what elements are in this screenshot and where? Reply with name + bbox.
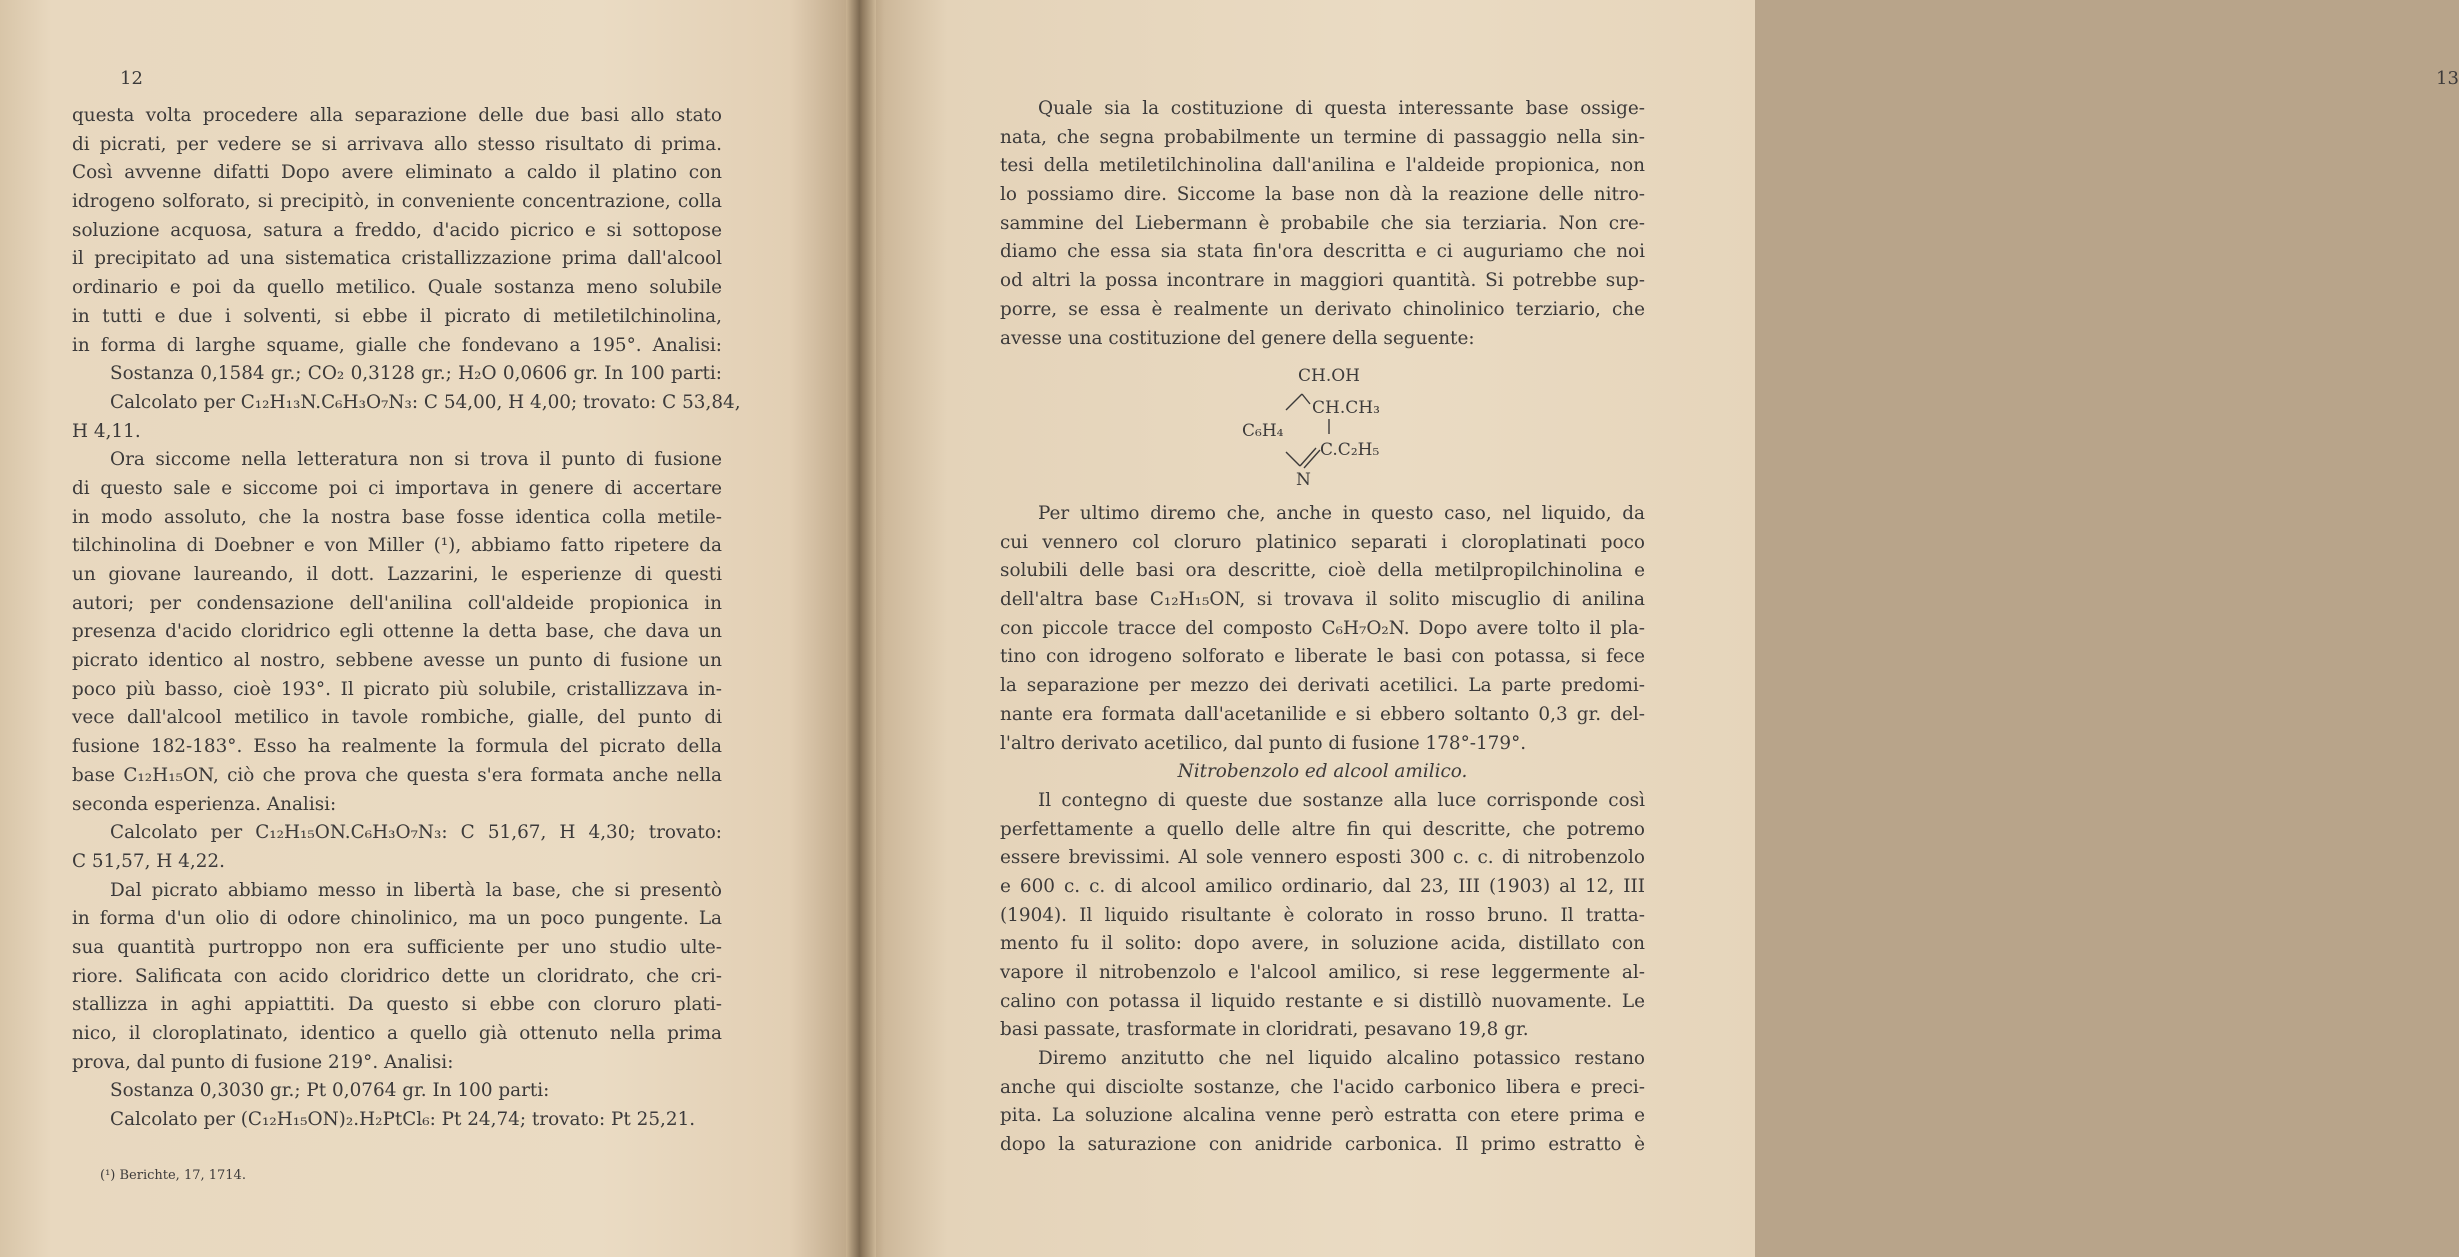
text-line: calino con potassa il liquido restante e si distillò nuovamente. Le	[1000, 990, 1645, 1012]
text-line: Sostanza 0,1584 gr.; CO₂ 0,3128 gr.; H₂O 0,0606 gr. In 100 parti:	[110, 363, 722, 385]
text-line: un giovane laureando, il dott. Lazzarini, le esperienze di questi	[72, 564, 722, 585]
text-line: Diremo anzitutto che nel liquido alcalino potassico restano	[1038, 1048, 1645, 1070]
text-line: avesse una costituzione del genere della seguente:	[1000, 327, 1475, 349]
text-line: stallizza in aghi appiattiti. Da questo si ebbe con cloruro plati-	[72, 994, 722, 1016]
text-line: solubili delle basi ora descritte, cioè della metilpropilchinolina e	[1000, 560, 1645, 582]
text-line: Il contegno di queste due sostanze alla luce corrisponde così	[1038, 789, 1645, 811]
text-line: anche qui disciolte sostanze, che l'acido carbonico libera e preci-	[1000, 1076, 1645, 1098]
text-line: Quale sia la costituzione di questa interessante base ossige-	[1038, 98, 1645, 119]
text-line: prova, dal punto di fusione 219°. Analisi:	[72, 1051, 454, 1073]
text-line: ordinario e poi da quello metilico. Quale sostanza meno solubile	[72, 277, 722, 299]
left-page	[0, 0, 858, 1257]
page-number-left: 12	[120, 68, 143, 89]
text-line: soluzione acquosa, satura a freddo, d'acido picrico e si sottopose	[72, 219, 722, 241]
text-line: perfettamente a quello delle altre fin qui descritte, che potremo	[1000, 818, 1645, 840]
formula-mid: CH.CH₃	[1312, 398, 1380, 418]
text-line: porre, se essa è realmente un derivato chinolinico terziario, che	[1000, 298, 1645, 320]
text-line: diamo che essa sia stata fin'ora descritta e ci auguriamo che noi	[1000, 241, 1645, 263]
text-line: pita. La soluzione alcalina venne però estratta con etere prima e	[1000, 1105, 1645, 1127]
text-line: lo possiamo dire. Siccome la base non dà la reazione delle nitro-	[1000, 184, 1645, 206]
text-line: poco più basso, cioè 193°. Il picrato più solubile, cristallizzava in-	[72, 678, 722, 700]
text-line: di questo sale e siccome poi ci importava in genere di accertare	[72, 477, 722, 499]
text-line: con piccole tracce del composto C₆H₇O₂N. Dopo avere tolto il pla-	[1000, 617, 1645, 639]
text-line: autori; per condensazione dell'anilina coll'aldeide propionica in	[72, 592, 722, 614]
text-line: Dal picrato abbiamo messo in libertà la base, che si presentò	[110, 879, 722, 901]
text-line: riore. Salificata con acido cloridrico dette un cloridrato, che cri-	[72, 965, 722, 987]
text-line: Per ultimo diremo che, anche in questo caso, nel liquido, da	[1038, 503, 1645, 524]
footnote: (¹) Berichte, 17, 1714.	[100, 1168, 246, 1183]
text-line: basi passate, trasformate in cloridrati, pesavano 19,8 gr.	[1000, 1019, 1529, 1041]
formula-low: C.C₂H₅	[1320, 440, 1380, 460]
left-page-text	[72, 102, 741, 1135]
text-line: mento fu il solito: dopo avere, in soluzione acida, distillato con	[1000, 933, 1645, 955]
page-number-right: 13	[2436, 68, 2459, 89]
text-line: H 4,11.	[72, 420, 141, 442]
text-line: Ora siccome nella letteratura non si trova il punto di fusione	[110, 449, 722, 471]
text-line: nante era formata dall'acetanilide e si ebbero soltanto 0,3 gr. del-	[1000, 703, 1645, 725]
text-line: (1904). Il liquido risultante è colorato in rosso bruno. Il tratta-	[1000, 904, 1645, 926]
section-title: Nitrobenzolo ed alcool amilico.	[1177, 761, 1468, 783]
text-line: C 51,57, H 4,22.	[72, 850, 225, 872]
text-line: idrogeno solforato, si precipitò, in conveniente concentrazione, colla	[72, 191, 722, 213]
text-line: l'altro derivato acetilico, dal punto di fusione 178°-179°.	[1000, 732, 1527, 754]
text-line: nico, il cloroplatinato, identico a quello già ottenuto nella prima	[72, 1023, 722, 1044]
text-line: fusione 182-183°. Esso ha realmente la formula del picrato della	[72, 736, 722, 758]
text-line: questa volta procedere alla separazione delle due basi allo stato	[72, 105, 722, 126]
text-line: Così avvenne difatti Dopo avere eliminato a caldo il platino con	[72, 162, 722, 184]
text-line: tilchinolina di Doebner e von Miller (¹), abbiamo fatto ripetere da	[72, 535, 722, 557]
text-line: tesi della metiletilchinolina dall'anilina e l'aldeide propionica, non	[1000, 155, 1645, 177]
right-page-text-mid	[1000, 500, 1645, 1160]
text-line: in modo assoluto, che la nostra base fosse identica colla metile-	[72, 506, 722, 528]
text-line: in forma di larghe squame, gialle che fondevano a 195°. Analisi:	[72, 334, 722, 356]
text-line: vapore il nitrobenzolo e l'alcool amilico, si rese leggermente al-	[1000, 962, 1645, 983]
text-line: seconda esperienza. Analisi:	[72, 793, 337, 815]
book-gutter	[846, 0, 876, 1257]
text-line: od altri la possa incontrare in maggiori quantità. Si potrebbe sup-	[1000, 270, 1645, 292]
text-line: dopo la saturazione con anidride carbonica. Il primo estratto è	[1000, 1134, 1645, 1156]
text-line: nata, che segna probabilmente un termine di passaggio nella sin-	[1000, 126, 1645, 148]
text-line: presenza d'acido cloridrico egli ottenne la detta base, che dava un	[72, 621, 722, 643]
right-page-text-top	[1000, 95, 1645, 353]
text-line: vece dall'alcool metilico in tavole rombiche, gialle, del punto di	[72, 707, 722, 729]
text-line: la separazione per mezzo dei derivati acetilici. La parte predomi-	[1000, 675, 1645, 697]
text-line: Calcolato per C₁₂H₁₃N.C₆H₃O₇N₃: C 54,00, H 4,00; trovato: C 53,84,	[110, 391, 741, 413]
formula-bottom: N	[1296, 470, 1311, 490]
formula-top: CH.OH	[1298, 366, 1360, 386]
text-line: sammine del Liebermann è probabile che sia terziaria. Non cre-	[1000, 212, 1645, 234]
formula-left: C₆H₄	[1242, 421, 1284, 441]
text-line: sua quantità purtroppo non era sufficiente per uno studio ulte-	[72, 936, 722, 958]
text-line: in forma d'un olio di odore chinolinico, ma un poco pungente. La	[72, 908, 722, 930]
text-line: tino con idrogeno solforato e liberate le basi con potassa, si fece	[1000, 646, 1645, 668]
text-line: essere brevissimi. Al sole vennero esposti 300 c. c. di nitrobenzolo	[1000, 847, 1645, 869]
text-line: in tutti e due i solventi, si ebbe il picrato di metiletilchinolina,	[72, 305, 722, 327]
text-line: Sostanza 0,3030 gr.; Pt 0,0764 gr. In 100 parti:	[110, 1080, 550, 1102]
text-line: Calcolato per C₁₂H₁₅ON.C₆H₃O₇N₃: C 51,67, H 4,30; trovato:	[110, 822, 722, 844]
text-line: di picrati, per vedere se si arrivava allo stesso risultato di prima.	[72, 133, 722, 155]
text-line: dell'altra base C₁₂H₁₅ON, si trovava il solito miscuglio di anilina	[1000, 589, 1645, 611]
text-line: Calcolato per (C₁₂H₁₅ON)₂.H₂PtCl₆: Pt 24,74; trovato: Pt 25,21.	[110, 1109, 696, 1131]
text-line: e 600 c. c. di alcool amilico ordinario, dal 23, III (1903) al 12, III	[1000, 875, 1645, 897]
structural-formula	[1230, 366, 1470, 492]
text-line: picrato identico al nostro, sebbene avesse un punto di fusione un	[72, 650, 722, 672]
text-line: il precipitato ad una sistematica cristallizzazione prima dall'alcool	[72, 248, 722, 270]
text-line: cui vennero col cloruro platinico separati i cloroplatinati poco	[1000, 531, 1645, 553]
text-line: base C₁₂H₁₅ON, ciò che prova che questa s'era formata anche nella	[72, 764, 722, 786]
